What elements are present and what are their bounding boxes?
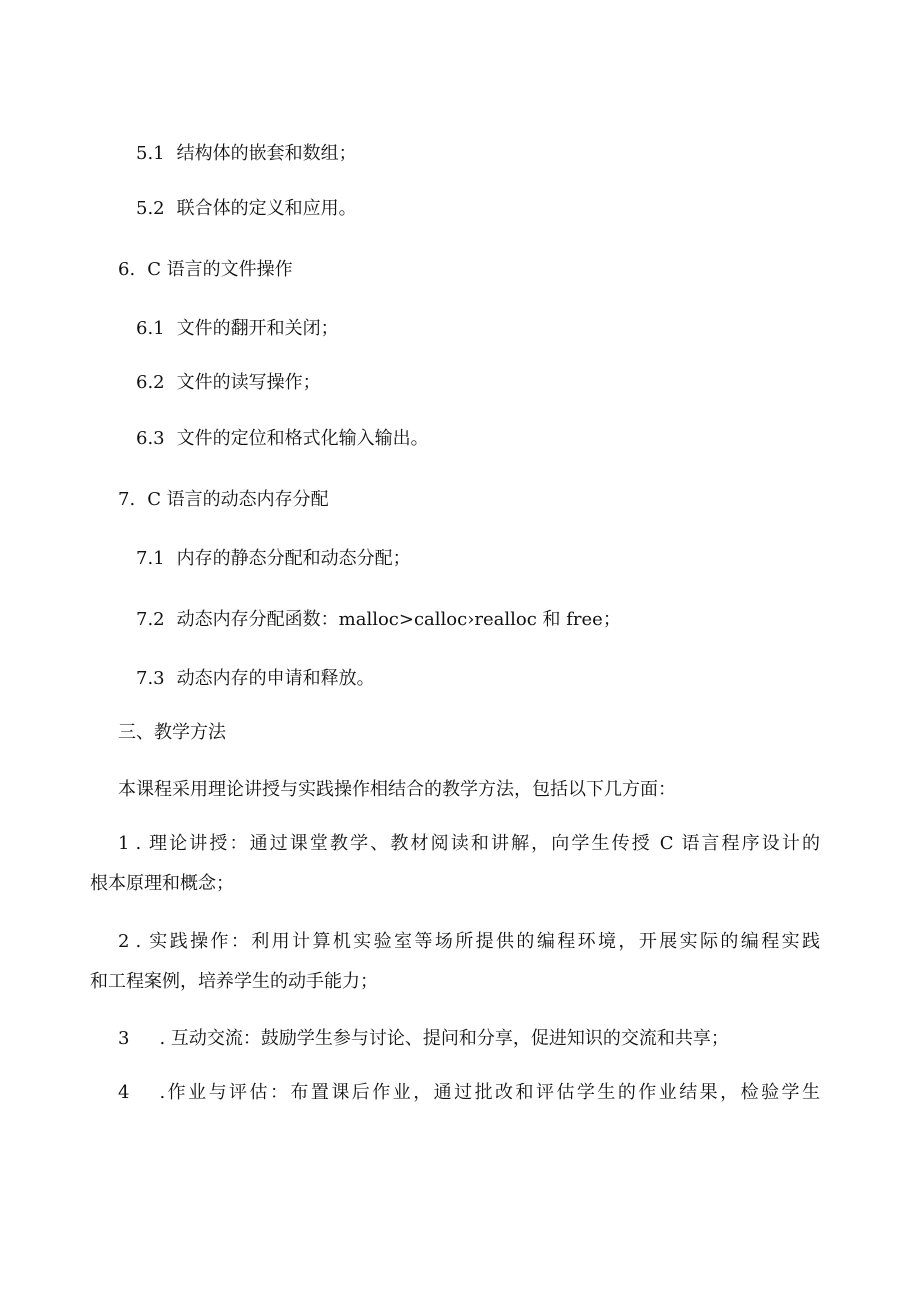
outline-item-7-3 bbox=[136, 667, 375, 691]
method-point-1-line-1 bbox=[90, 832, 820, 856]
item-text: 动态内存的申请和释放。 bbox=[176, 668, 375, 689]
section-intro: 本课程采用理论讲授与实践操作相结合的教学方法，包括以下几方面： bbox=[118, 779, 676, 800]
point-text: . 互动交流：鼓励学生参与讨论、提问和分享，促进知识的交流和共享； bbox=[159, 1028, 729, 1049]
outline-item-5-2 bbox=[136, 197, 357, 221]
method-point-4 bbox=[90, 1081, 820, 1105]
section-heading: 三、教学方法 bbox=[118, 722, 226, 743]
outline-item-6-2 bbox=[136, 371, 321, 395]
item-text: 文件的读写操作； bbox=[176, 372, 321, 393]
item-number: 7. bbox=[118, 489, 136, 510]
outline-item-5-1 bbox=[136, 142, 357, 166]
item-number: 5.2 bbox=[136, 198, 165, 219]
outline-item-7-1 bbox=[136, 547, 411, 571]
outline-item-7-2 bbox=[136, 608, 621, 632]
item-text: 内存的静态分配和动态分配； bbox=[176, 548, 411, 569]
outline-item-6-3 bbox=[136, 427, 429, 451]
point-text: . 理论讲授：通过课堂教学、教材阅读和讲解，向学生传授 C 语言程序设计的 bbox=[135, 833, 820, 854]
item-number: 6.3 bbox=[136, 428, 165, 449]
method-point-2-line-2: 和工程案例，培养学生的动手能力； bbox=[90, 971, 378, 992]
item-text: 联合体的定义和应用。 bbox=[176, 198, 357, 219]
item-number: 6.2 bbox=[136, 372, 165, 393]
point-text: .作业与评估：布置课后作业，通过批改和评估学生的作业结果，检验学生 bbox=[159, 1082, 820, 1103]
item-text: 文件的翻开和关闭； bbox=[176, 318, 339, 339]
item-number: 6.1 bbox=[136, 318, 165, 339]
outline-heading-7 bbox=[118, 488, 329, 512]
point-text: . 实践操作：利用计算机实验室等场所提供的编程环境，开展实际的编程实践 bbox=[135, 931, 820, 952]
method-point-1-line-2: 根本原理和概念； bbox=[90, 873, 234, 894]
method-point-2-line-1 bbox=[90, 930, 820, 954]
point-number: 3 bbox=[118, 1028, 130, 1049]
outline-item-6-1 bbox=[136, 317, 339, 341]
point-number: 2 bbox=[118, 931, 130, 952]
item-text: C 语言的文件操作 bbox=[147, 259, 293, 280]
item-text: 结构体的嵌套和数组； bbox=[176, 143, 357, 164]
item-number: 7.2 bbox=[136, 609, 165, 630]
item-text: 动态内存分配函数：malloc>calloc›realloc 和 free； bbox=[176, 609, 621, 630]
item-number: 5.1 bbox=[136, 143, 165, 164]
method-point-3 bbox=[118, 1027, 729, 1051]
point-number: 4 bbox=[118, 1082, 130, 1103]
outline-heading-6 bbox=[118, 258, 293, 282]
item-text: 文件的定位和格式化输入输出。 bbox=[176, 428, 429, 449]
point-number: 1 bbox=[118, 833, 130, 854]
item-text: C 语言的动态内存分配 bbox=[147, 489, 329, 510]
item-number: 6. bbox=[118, 259, 136, 280]
item-number: 7.3 bbox=[136, 668, 165, 689]
item-number: 7.1 bbox=[136, 548, 165, 569]
